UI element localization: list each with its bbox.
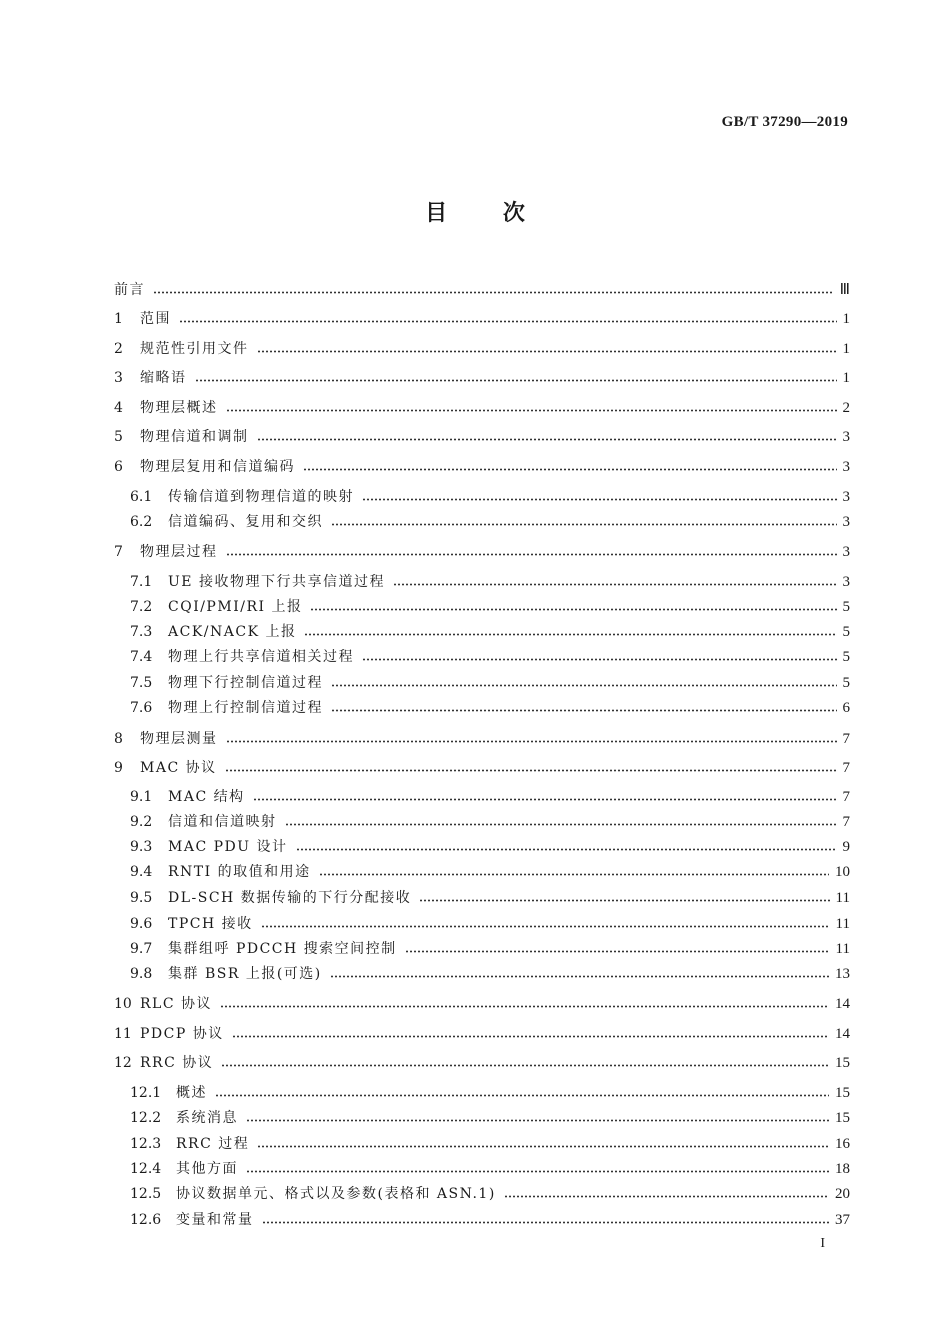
- toc-entry-title: DL-SCH 数据传输的下行分配接收: [168, 890, 412, 906]
- toc-entry-number: 9.4: [130, 864, 153, 880]
- page-number: I: [820, 1236, 825, 1251]
- dot-leader: [153, 291, 834, 294]
- toc-entry[interactable]: [114, 426, 850, 448]
- toc-entry-number: 5: [114, 429, 123, 445]
- toc-entry-page: 5: [842, 599, 850, 615]
- toc-entry-title: 变量和常量: [176, 1212, 254, 1228]
- toc-entry-page: 7: [842, 814, 850, 830]
- toc-entry-page: 7: [842, 731, 850, 747]
- dot-leader: [405, 950, 830, 953]
- toc-entry-number: 6.1: [130, 489, 153, 505]
- toc-entry-title: 信道编码、复用和交织: [168, 514, 323, 530]
- toc-entry[interactable]: [130, 621, 850, 643]
- toc-entry-number: 12.6: [130, 1212, 162, 1228]
- toc-entry-number: 12.3: [130, 1136, 162, 1152]
- toc-entry-number: 7: [114, 544, 123, 560]
- toc-entry[interactable]: [114, 728, 850, 750]
- toc-entry[interactable]: [114, 1052, 850, 1074]
- toc-entry-number: 7.4: [130, 649, 153, 665]
- toc-entry-title: MAC 协议: [140, 760, 217, 776]
- toc-entry-number: 7.1: [130, 574, 153, 590]
- dot-leader: [257, 350, 837, 353]
- dot-leader: [257, 1145, 829, 1148]
- toc-entry-title: 缩略语: [140, 370, 187, 386]
- dot-leader: [303, 468, 837, 471]
- dot-leader: [319, 873, 829, 876]
- toc-entry[interactable]: [114, 338, 850, 360]
- toc-entry-title: 物理层概述: [140, 400, 218, 416]
- toc-entry-number: 6.2: [130, 514, 153, 530]
- dot-leader: [226, 740, 837, 743]
- dot-leader: [195, 379, 837, 382]
- toc-entry-page: 3: [842, 459, 850, 475]
- toc-entry[interactable]: [130, 596, 850, 618]
- toc-entry-number: 2: [114, 341, 123, 357]
- toc-entry-number: 11: [114, 1026, 132, 1042]
- toc-entry-page: 6: [842, 700, 850, 716]
- toc-entry-number: 12.4: [130, 1161, 162, 1177]
- dot-leader: [226, 409, 837, 412]
- toc-entry[interactable]: [130, 1107, 850, 1129]
- toc-entry-number: 7.2: [130, 599, 153, 615]
- toc-entry-page: 9: [842, 839, 850, 855]
- toc-entry-title: RLC 协议: [140, 996, 212, 1012]
- toc-entry-number: 6: [114, 459, 123, 475]
- toc-entry[interactable]: [130, 571, 850, 593]
- toc-entry[interactable]: [130, 646, 850, 668]
- dot-leader: [232, 1035, 829, 1038]
- toc-entry-title: RRC 过程: [176, 1136, 250, 1152]
- dot-leader: [331, 684, 837, 687]
- toc-entry[interactable]: [130, 811, 850, 833]
- toc-entry-page: 5: [842, 649, 850, 665]
- toc-entry[interactable]: [114, 456, 850, 478]
- toc-entry-title: RNTI 的取值和用途: [168, 864, 311, 880]
- dot-leader: [215, 1094, 829, 1097]
- toc-entry-page: 37: [835, 1212, 850, 1228]
- toc-entry-number: 12.2: [130, 1110, 162, 1126]
- dot-leader: [296, 848, 837, 851]
- toc-entry-page: 7: [842, 789, 850, 805]
- toc-entry-number: 10: [114, 996, 132, 1012]
- toc-entry-page: 11: [835, 941, 850, 957]
- dot-leader: [246, 1119, 829, 1122]
- toc-entry-title: 系统消息: [176, 1110, 238, 1126]
- toc-entry-number: 12: [114, 1055, 132, 1071]
- toc-entry[interactable]: [114, 279, 850, 301]
- toc-entry-title: 概述: [176, 1085, 207, 1101]
- toc-entry-title: TPCH 接收: [168, 916, 253, 932]
- dot-leader: [419, 899, 829, 902]
- toc-entry[interactable]: [130, 861, 850, 883]
- toc-entry-title: 范围: [140, 311, 171, 327]
- toc-entry[interactable]: [130, 963, 850, 985]
- dot-leader: [310, 608, 836, 611]
- toc-entry-number: 7.6: [130, 700, 153, 716]
- dot-leader: [362, 658, 837, 661]
- toc-entry-title: 集群 BSR 上报(可选): [168, 966, 322, 982]
- toc-entry-page: 15: [835, 1110, 850, 1126]
- toc-entry-number: 8: [114, 731, 123, 747]
- toc-entry-number: 9.2: [130, 814, 153, 830]
- dot-leader: [226, 553, 837, 556]
- dot-leader: [331, 709, 837, 712]
- toc-entry-page: 11: [835, 890, 850, 906]
- dot-leader: [362, 498, 837, 501]
- toc-entry[interactable]: [114, 993, 850, 1015]
- toc-entry-page: 1: [842, 341, 850, 357]
- toc-entry[interactable]: [130, 887, 850, 909]
- toc-entry[interactable]: [130, 1209, 850, 1231]
- toc-entry[interactable]: [114, 757, 850, 779]
- toc-entry-page: 5: [842, 624, 850, 640]
- dot-leader: [304, 633, 836, 636]
- toc-entry-title: RRC 协议: [140, 1055, 214, 1071]
- toc-entry-number: 9.5: [130, 890, 153, 906]
- dot-leader: [179, 320, 837, 323]
- toc-entry-page: 15: [835, 1055, 850, 1071]
- toc-entry-page: 11: [835, 916, 850, 932]
- toc-entry[interactable]: [130, 697, 850, 719]
- toc-entry-title: 其他方面: [176, 1161, 238, 1177]
- toc-entry-title: 协议数据单元、格式以及参数(表格和 ASN.1): [176, 1186, 496, 1202]
- dot-leader: [504, 1195, 829, 1198]
- toc-entry-number: 9.1: [130, 789, 153, 805]
- toc-entry-page: 1: [842, 311, 850, 327]
- toc-entry-title: 集群组呼 PDCCH 搜索空间控制: [168, 941, 397, 957]
- toc-entry-page: Ⅲ: [839, 282, 850, 298]
- toc-entry-page: 3: [842, 514, 850, 530]
- toc-entry-title: 物理信道和调制: [140, 429, 249, 445]
- toc-entry[interactable]: [114, 397, 850, 419]
- toc-entry-number: 9.6: [130, 916, 153, 932]
- toc-entry-number: 1: [114, 311, 123, 327]
- dot-leader: [393, 583, 837, 586]
- toc-entry[interactable]: [114, 541, 850, 563]
- toc-entry-title: 前言: [114, 282, 145, 298]
- toc-entry-page: 2: [842, 400, 850, 416]
- toc-entry-title: 物理层过程: [140, 544, 218, 560]
- toc-entry[interactable]: [130, 913, 850, 935]
- toc-entry[interactable]: [130, 511, 850, 533]
- standard-code: GB/T 37290—2019: [721, 114, 848, 130]
- toc-entry[interactable]: [130, 1082, 850, 1104]
- toc-entry-page: 13: [835, 966, 850, 982]
- toc-entry-page: 7: [842, 760, 850, 776]
- toc-entry-title: 规范性引用文件: [140, 341, 249, 357]
- page-title: 目 次: [425, 201, 525, 226]
- toc-entry-page: 1: [842, 370, 850, 386]
- toc-entry-page: 10: [835, 864, 850, 880]
- toc-entry-title: MAC 结构: [168, 789, 245, 805]
- toc-entry[interactable]: [130, 1133, 850, 1155]
- toc-entry-number: 7.3: [130, 624, 153, 640]
- toc-entry-title: 物理下行控制信道过程: [168, 675, 323, 691]
- toc-entry[interactable]: [114, 1023, 850, 1045]
- toc-entry-number: 9.7: [130, 941, 153, 957]
- toc-entry-page: 14: [835, 1026, 850, 1042]
- dot-leader: [331, 523, 837, 526]
- toc-entry-page: 20: [835, 1186, 850, 1202]
- toc-entry-page: 5: [842, 675, 850, 691]
- dot-leader: [221, 1064, 829, 1067]
- dot-leader: [253, 798, 837, 801]
- toc-entry[interactable]: [130, 938, 850, 960]
- toc-entry-page: 18: [835, 1161, 850, 1177]
- toc-entry-title: 物理上行共享信道相关过程: [168, 649, 354, 665]
- toc-entry[interactable]: [114, 367, 850, 389]
- dot-leader: [246, 1170, 829, 1173]
- toc-entry-page: 3: [842, 574, 850, 590]
- toc-entry[interactable]: [130, 786, 850, 808]
- toc-entry-number: 12.1: [130, 1085, 162, 1101]
- toc-entry-title: MAC PDU 设计: [168, 839, 288, 855]
- toc-entry-number: 9: [114, 760, 123, 776]
- dot-leader: [261, 925, 830, 928]
- toc-entry-title: 传输信道到物理信道的映射: [168, 489, 354, 505]
- toc-entry-title: 物理层测量: [140, 731, 218, 747]
- dot-leader: [285, 823, 837, 826]
- toc-entry[interactable]: [130, 672, 850, 694]
- toc-entry-page: 3: [842, 544, 850, 560]
- toc-entry-title: UE 接收物理下行共享信道过程: [168, 574, 385, 590]
- toc-entry-number: 9.3: [130, 839, 153, 855]
- toc-entry-number: 3: [114, 370, 123, 386]
- dot-leader: [262, 1221, 830, 1224]
- toc-entry-page: 16: [835, 1136, 850, 1152]
- toc-entry[interactable]: [130, 1183, 850, 1205]
- toc-entry-title: ACK/NACK 上报: [168, 624, 297, 640]
- toc-entry-page: 3: [842, 489, 850, 505]
- toc-entry-page: 3: [842, 429, 850, 445]
- toc-entry-number: 4: [114, 400, 123, 416]
- toc-entry-number: 12.5: [130, 1186, 162, 1202]
- toc-entry-title: 物理层复用和信道编码: [140, 459, 295, 475]
- dot-leader: [257, 438, 837, 441]
- dot-leader: [330, 975, 829, 978]
- dot-leader: [225, 769, 837, 772]
- toc-entry[interactable]: [130, 836, 850, 858]
- toc-entry-title: PDCP 协议: [140, 1026, 224, 1042]
- toc-entry[interactable]: [130, 1158, 850, 1180]
- toc-entry-title: 信道和信道映射: [168, 814, 277, 830]
- toc-entry[interactable]: [114, 308, 850, 330]
- toc-entry-title: 物理上行控制信道过程: [168, 700, 323, 716]
- toc-entry-page: 14: [835, 996, 850, 1012]
- toc-entry-number: 7.5: [130, 675, 153, 691]
- dot-leader: [220, 1005, 829, 1008]
- toc-entry[interactable]: [130, 486, 850, 508]
- toc-entry-page: 15: [835, 1085, 850, 1101]
- toc-entry-title: CQI/PMI/RI 上报: [168, 599, 303, 615]
- toc-entry-number: 9.8: [130, 966, 153, 982]
